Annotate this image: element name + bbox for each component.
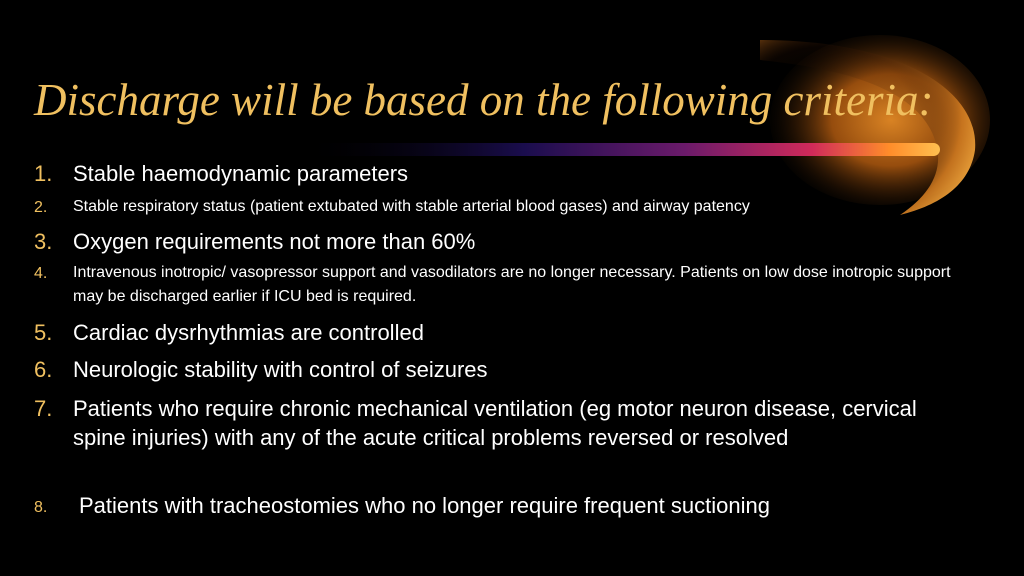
list-item-text: Neurologic stability with control of seizures bbox=[73, 357, 488, 382]
list-item-number: 5. bbox=[34, 320, 53, 345]
list-item-text: Patients with tracheostomies who no longer require frequent suctioning bbox=[79, 493, 770, 518]
list-item-number: 6. bbox=[34, 357, 53, 382]
list-item-number: 1. bbox=[34, 161, 53, 186]
list-item-number: 2. bbox=[34, 199, 48, 216]
list-item-number: 8. bbox=[34, 499, 48, 516]
slide-title: Discharge will be based on the following criteria: bbox=[34, 75, 934, 125]
list-item-text: Intravenous inotropic/ vasopressor support and vasodilators are no longer necessary. Patients on low dose inotropic support may be discharged earlier if ICU bed is required. bbox=[73, 264, 951, 305]
list-item-text: Oxygen requirements not more than 60% bbox=[73, 229, 476, 254]
list-item-text: Stable haemodynamic parameters bbox=[73, 161, 409, 186]
list-item-number: 3. bbox=[34, 229, 53, 254]
list-item-number: 7. bbox=[34, 396, 53, 421]
list-item-text: Patients who require chronic mechanical ventilation (eg motor neuron disease, cervical spine injuries) with any of the acute critical problems reversed or resolved bbox=[73, 396, 917, 450]
list-item-text: Cardiac dysrhythmias are controlled bbox=[73, 320, 424, 345]
list-item-number: 4. bbox=[34, 265, 48, 282]
list-item-text: Stable respiratory status (patient extubated with stable arterial blood gases) and airway patency bbox=[73, 198, 750, 215]
